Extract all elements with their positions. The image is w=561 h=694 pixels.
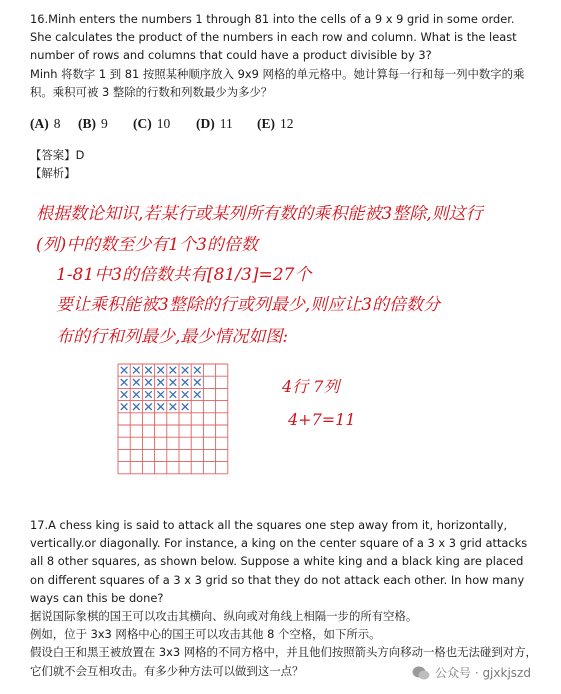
grid-x-mark (133, 367, 140, 374)
grid-x-mark (145, 367, 152, 374)
grid-x-mark (170, 379, 177, 386)
analysis-label: 【解析】 (30, 166, 76, 180)
grid-x-mark (182, 367, 189, 374)
problem-16-chinese: Minh 将数字 1 到 81 按照某种顺序放入 9x9 网格的单元格中。她计算每一行和每一列中数字的乘积。乘积可被 3 整除的行数和列数最少为多少？ (30, 66, 525, 99)
grid-x-mark (121, 391, 128, 398)
grid-x-mark (182, 391, 189, 398)
grid-x-mark (194, 391, 201, 398)
grid-x-mark (157, 379, 164, 386)
hw-line-1: 根据数论知识,若某行或某列所有数的乘积能被3整除,则这行 (36, 204, 483, 224)
hw-line-4: 要让乘积能被3整除的行或列最少,则应让3的倍数分 (56, 295, 441, 315)
grid-x-mark (145, 379, 152, 386)
grid-x-mark (170, 403, 177, 410)
problem-17-text (30, 516, 538, 680)
watermark-text: 公众号 · gjxkjszd (435, 666, 531, 680)
hw-line-3: 1-81中3的倍数共有[81/3]=27个 (56, 265, 312, 285)
handwritten-solution (0, 180, 561, 500)
grid-x-mark (133, 379, 140, 386)
grid-x-mark (121, 379, 128, 386)
problem-17-english: 17.A chess king is said to attack all the squares one step away from it, horizontally, vertically.or diagonally. For instance, a king on the center square of a 3 x 3 grid attacks all 8 other squares, as shown below. Suppose a white king and a black king are placed on different squares of a 3 x 3 grid so that they do not attack each other. In how many ways can this be done? (30, 518, 528, 605)
grid-x-mark (145, 403, 152, 410)
grid-x-mark (194, 379, 201, 386)
grid-x-mark (157, 391, 164, 398)
grid-x-mark (121, 367, 128, 374)
choice-b: (B) 9 (78, 116, 108, 131)
grid-x-mark (170, 367, 177, 374)
choice-c: (C) 10 (133, 116, 171, 131)
grid-x-mark (157, 403, 164, 410)
problem-16-english: 16.Minh enters the numbers 1 through 81 into the cells of a 9 x 9 grid in some order. She calculates the product of the numbers in each row and column. What is the least number of rows and columns that could have a product divisible by 3? (30, 12, 517, 63)
hw-line-2: (列)中的数至少有1个3的倍数 (36, 235, 258, 255)
hw-note-sum: 4+7=11 (288, 410, 356, 429)
choice-a: (A) 8 (30, 116, 61, 131)
grid-x-mark (133, 403, 140, 410)
wechat-icon (412, 665, 430, 681)
grid-x-mark (182, 403, 189, 410)
choice-e: (E) 12 (257, 116, 294, 131)
grid-x-mark (194, 367, 201, 374)
problem-16-text (30, 10, 538, 101)
grid-x-mark (133, 391, 140, 398)
problem-17-chinese-2: 例如，位于 3x3 网格中心的国王可以攻击其他 8 个空格，如下所示。 (30, 627, 381, 642)
grid-x-mark (121, 403, 128, 410)
watermark (412, 664, 531, 681)
hw-line-5: 布的行和列最少,最少情况如图: (56, 327, 289, 347)
answer-label: 【答案】D (30, 148, 85, 162)
choice-d: (D) 11 (196, 116, 233, 131)
hw-note-rows-cols: 4行 7列 (282, 377, 340, 396)
solution-grid (118, 364, 228, 474)
grid-x-mark (170, 391, 177, 398)
grid-x-mark (145, 391, 152, 398)
grid-x-mark (157, 367, 164, 374)
problem-17-chinese-3: 假设白王和黑王被放置在 3x3 网格的不同方格中，并且他们按照箭头方向移动一格也无法碰到对方，它们就不会互相攻击。有多少种方法可以做到这一点？ (30, 645, 537, 678)
problem-17-chinese-1: 据说国际象棋的国王可以攻击其横向、纵向或对角线上相隔一步的所有空格。 (30, 609, 418, 624)
grid-x-mark (182, 379, 189, 386)
